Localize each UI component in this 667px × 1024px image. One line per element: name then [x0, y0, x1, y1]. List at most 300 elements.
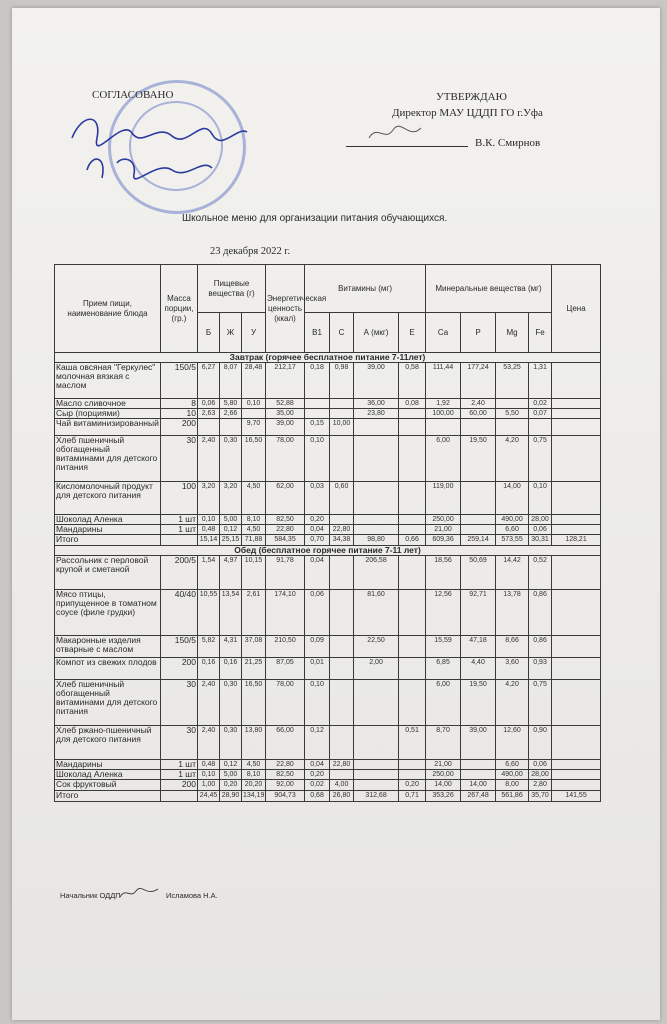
handwritten-signature [62, 108, 252, 188]
portion-mass: 1 шт [161, 515, 198, 525]
value-cell: 134,19 [242, 791, 266, 802]
value-cell [305, 399, 330, 409]
value-cell: 39,00 [354, 363, 399, 399]
value-cell: 3,20 [220, 482, 242, 515]
col-mass: Масса порции, (гр.) [161, 265, 198, 353]
value-cell [354, 770, 399, 780]
value-cell: 4,50 [242, 760, 266, 770]
director-name: В.К. Смирнов [475, 137, 541, 149]
dish-name: Макаронные изделия отварные с маслом [55, 636, 161, 658]
value-cell: 98,80 [354, 535, 399, 546]
document-title: Школьное меню для организации питания обучающихся. [182, 213, 448, 224]
value-cell: 28,00 [529, 515, 552, 525]
value-cell [354, 482, 399, 515]
value-cell [496, 419, 529, 436]
value-cell: 8,10 [242, 515, 266, 525]
value-cell: 4,00 [330, 780, 354, 791]
value-cell: 0,60 [330, 482, 354, 515]
value-cell: 5,00 [220, 770, 242, 780]
value-cell: 37,08 [242, 636, 266, 658]
value-cell: 3,60 [496, 658, 529, 680]
value-cell: 21,00 [426, 760, 461, 770]
value-cell [552, 399, 601, 409]
footer-signature [118, 885, 160, 901]
value-cell: 0,03 [305, 482, 330, 515]
value-cell [354, 515, 399, 525]
value-cell: 0,98 [330, 363, 354, 399]
value-cell [461, 760, 496, 770]
value-cell: 15,59 [426, 636, 461, 658]
value-cell: 0,71 [399, 791, 426, 802]
value-cell [552, 726, 601, 760]
value-cell: 1,54 [198, 556, 220, 590]
value-cell: 6,00 [426, 680, 461, 726]
value-cell: 259,14 [461, 535, 496, 546]
value-cell: 100,00 [426, 409, 461, 419]
table-row [55, 556, 601, 590]
value-cell: 0,02 [529, 399, 552, 409]
subcol: Ж [220, 313, 242, 353]
value-cell: 14,00 [426, 780, 461, 791]
value-cell: 0,20 [305, 515, 330, 525]
value-cell: 6,60 [496, 525, 529, 535]
value-cell: 111,44 [426, 363, 461, 399]
dish-name: Мандарины [55, 525, 161, 535]
value-cell: 2,40 [198, 436, 220, 482]
value-cell: 26,80 [330, 791, 354, 802]
table-row [55, 482, 601, 515]
value-cell: 0,48 [198, 760, 220, 770]
value-cell: 92,71 [461, 590, 496, 636]
value-cell: 0,68 [305, 791, 330, 802]
value-cell: 91,78 [266, 556, 305, 590]
signature-line [346, 146, 468, 147]
value-cell: 0,30 [220, 680, 242, 726]
table-row [55, 515, 601, 525]
value-cell: 14,00 [496, 482, 529, 515]
table-row [55, 535, 601, 546]
portion-mass: 30 [161, 726, 198, 760]
dish-name: Масло сливочное [55, 399, 161, 409]
section-title: Обед (бесплатное горячее питание 7-11 лет) [55, 546, 601, 556]
portion-mass: 100 [161, 482, 198, 515]
approve-label: УТВЕРЖДАЮ [436, 91, 507, 103]
portion-mass: 150/5 [161, 363, 198, 399]
value-cell: 0,02 [305, 780, 330, 791]
value-cell [461, 515, 496, 525]
value-cell [399, 436, 426, 482]
value-cell: 12,56 [426, 590, 461, 636]
value-cell: 0,16 [198, 658, 220, 680]
value-cell: 19,50 [461, 680, 496, 726]
value-cell [552, 780, 601, 791]
value-cell: 8,10 [242, 770, 266, 780]
portion-mass [161, 535, 198, 546]
value-cell: 78,00 [266, 436, 305, 482]
value-cell [529, 419, 552, 436]
value-cell [552, 636, 601, 658]
value-cell: 60,00 [461, 409, 496, 419]
value-cell [552, 436, 601, 482]
value-cell: 4,40 [461, 658, 496, 680]
value-cell [461, 482, 496, 515]
value-cell: 0,07 [529, 409, 552, 419]
value-cell: 28,48 [242, 363, 266, 399]
value-cell [354, 436, 399, 482]
value-cell: 0,15 [305, 419, 330, 436]
value-cell: 267,48 [461, 791, 496, 802]
value-cell: 35,70 [529, 791, 552, 802]
value-cell: 0,30 [220, 726, 242, 760]
dish-name: Хлеб пшеничный обогащенный витаминами для детского питания [55, 436, 161, 482]
value-cell: 3,20 [198, 482, 220, 515]
table-row [55, 636, 601, 658]
value-cell [399, 419, 426, 436]
value-cell: 0,10 [529, 482, 552, 515]
value-cell: 573,55 [496, 535, 529, 546]
portion-mass: 200 [161, 419, 198, 436]
value-cell: 250,00 [426, 515, 461, 525]
value-cell: 119,00 [426, 482, 461, 515]
portion-mass: 40/40 [161, 590, 198, 636]
value-cell: 5,80 [220, 399, 242, 409]
value-cell [461, 419, 496, 436]
value-cell: 0,08 [399, 399, 426, 409]
value-cell [552, 525, 601, 535]
value-cell [330, 436, 354, 482]
value-cell: 6,60 [496, 760, 529, 770]
value-cell [330, 590, 354, 636]
dish-name: Мясо птицы, припущенное в томатном соусе (филе грудки) [55, 590, 161, 636]
portion-mass: 200 [161, 658, 198, 680]
portion-mass: 8 [161, 399, 198, 409]
portion-mass: 1 шт [161, 760, 198, 770]
value-cell: 8,00 [496, 780, 529, 791]
footer-label: Начальник ОДДП [60, 891, 121, 900]
value-cell [552, 482, 601, 515]
value-cell: 50,69 [461, 556, 496, 590]
value-cell: 0,18 [305, 363, 330, 399]
value-cell: 0,48 [198, 525, 220, 535]
value-cell: 28,90 [220, 791, 242, 802]
value-cell: 0,20 [305, 770, 330, 780]
value-cell [330, 399, 354, 409]
value-cell: 22,80 [330, 760, 354, 770]
value-cell: 47,18 [461, 636, 496, 658]
value-cell: 584,35 [266, 535, 305, 546]
value-cell: 2,66 [220, 409, 242, 419]
value-cell: 15,14 [198, 535, 220, 546]
value-cell: 0,52 [529, 556, 552, 590]
value-cell: 2,00 [354, 658, 399, 680]
subcol: Е [399, 313, 426, 353]
dish-name: Итого [55, 535, 161, 546]
value-cell: 0,75 [529, 680, 552, 726]
value-cell: 0,10 [305, 436, 330, 482]
value-cell: 18,56 [426, 556, 461, 590]
value-cell [496, 399, 529, 409]
value-cell [552, 658, 601, 680]
value-cell: 128,21 [552, 535, 601, 546]
value-cell: 0,06 [198, 399, 220, 409]
dish-name: Каша овсяная "Геркулес" молочная вязкая с маслом [55, 363, 161, 399]
value-cell: 22,80 [266, 760, 305, 770]
value-cell: 0,04 [305, 760, 330, 770]
value-cell: 16,50 [242, 680, 266, 726]
value-cell: 28,00 [529, 770, 552, 780]
subcol: Mg [496, 313, 529, 353]
director-title: Директор МАУ ЦДДП ГО г.Уфа [392, 107, 543, 119]
value-cell: 0,12 [220, 760, 242, 770]
value-cell [399, 770, 426, 780]
value-cell: 9,70 [242, 419, 266, 436]
value-cell: 82,50 [266, 515, 305, 525]
value-cell: 16,50 [242, 436, 266, 482]
value-cell: 174,10 [266, 590, 305, 636]
value-cell: 10,00 [330, 419, 354, 436]
portion-mass: 30 [161, 680, 198, 726]
value-cell: 6,85 [426, 658, 461, 680]
value-cell: 22,80 [330, 525, 354, 535]
value-cell: 250,00 [426, 770, 461, 780]
col-minerals: Минеральные вещества (мг) [426, 265, 552, 313]
table-row [55, 726, 601, 760]
value-cell: 353,26 [426, 791, 461, 802]
value-cell: 52,88 [266, 399, 305, 409]
dish-name: Компот из свежих плодов [55, 658, 161, 680]
value-cell [354, 525, 399, 535]
value-cell: 19,50 [461, 436, 496, 482]
dish-name: Шоколад Аленка [55, 515, 161, 525]
value-cell: 0,10 [198, 770, 220, 780]
portion-mass: 150/5 [161, 636, 198, 658]
value-cell: 81,60 [354, 590, 399, 636]
value-cell: 4,20 [496, 680, 529, 726]
value-cell: 0,04 [305, 525, 330, 535]
subcol: С [330, 313, 354, 353]
director-signature [365, 120, 425, 148]
dish-name: Рассольник с перловой крупой и сметаной [55, 556, 161, 590]
subcol: У [242, 313, 266, 353]
value-cell [461, 525, 496, 535]
dish-name: Чай витаминизированный [55, 419, 161, 436]
value-cell: 13,78 [496, 590, 529, 636]
value-cell: 24,45 [198, 791, 220, 802]
portion-mass: 10 [161, 409, 198, 419]
portion-mass: 1 шт [161, 525, 198, 535]
value-cell: 2,40 [461, 399, 496, 409]
table-row [55, 363, 601, 399]
value-cell: 490,00 [496, 515, 529, 525]
document-date: 23 декабря 2022 г. [210, 246, 291, 257]
value-cell: 1,92 [426, 399, 461, 409]
col-price: Цена [552, 265, 601, 353]
value-cell: 5,82 [198, 636, 220, 658]
value-cell [330, 409, 354, 419]
portion-mass: 200 [161, 780, 198, 791]
menu-table [54, 264, 601, 802]
value-cell [399, 525, 426, 535]
section-title: Завтрак (горячее бесплатное питание 7-11лет) [55, 353, 601, 363]
value-cell: 0,16 [220, 658, 242, 680]
value-cell: 4,50 [242, 525, 266, 535]
value-cell [399, 556, 426, 590]
value-cell: 210,50 [266, 636, 305, 658]
value-cell: 0,20 [220, 780, 242, 791]
value-cell [399, 482, 426, 515]
value-cell: 0,06 [529, 760, 552, 770]
value-cell: 0,06 [529, 525, 552, 535]
value-cell: 0,12 [305, 726, 330, 760]
value-cell: 0,58 [399, 363, 426, 399]
value-cell: 4,31 [220, 636, 242, 658]
value-cell: 0,90 [529, 726, 552, 760]
value-cell [552, 515, 601, 525]
dish-name: Сок фруктовый [55, 780, 161, 791]
value-cell [354, 726, 399, 760]
value-cell: 34,38 [330, 535, 354, 546]
value-cell: 312,68 [354, 791, 399, 802]
dish-name: Кисломолочный продукт для детского питания [55, 482, 161, 515]
col-nutrients: Пищевые вещества (г) [198, 265, 266, 313]
dish-name: Мандарины [55, 760, 161, 770]
value-cell [552, 409, 601, 419]
value-cell [461, 770, 496, 780]
value-cell: 609,36 [426, 535, 461, 546]
value-cell [399, 515, 426, 525]
value-cell: 2,61 [242, 590, 266, 636]
value-cell [330, 726, 354, 760]
value-cell [552, 770, 601, 780]
value-cell [399, 760, 426, 770]
value-cell: 0,12 [220, 525, 242, 535]
value-cell [305, 409, 330, 419]
col-meal: Прием пищи, наименование блюда [55, 265, 161, 353]
portion-mass [161, 791, 198, 802]
value-cell: 62,00 [266, 482, 305, 515]
value-cell [354, 419, 399, 436]
value-cell: 2,40 [198, 726, 220, 760]
value-cell [426, 419, 461, 436]
value-cell: 0,06 [305, 590, 330, 636]
value-cell: 0,09 [305, 636, 330, 658]
value-cell: 21,00 [426, 525, 461, 535]
table-row [55, 436, 601, 482]
portion-mass: 30 [161, 436, 198, 482]
dish-name: Итого [55, 791, 161, 802]
value-cell: 0,51 [399, 726, 426, 760]
value-cell: 21,25 [242, 658, 266, 680]
subcol: Б [198, 313, 220, 353]
value-cell: 6,27 [198, 363, 220, 399]
value-cell: 25,15 [220, 535, 242, 546]
value-cell: 904,73 [266, 791, 305, 802]
table-row [55, 780, 601, 791]
value-cell: 14,00 [461, 780, 496, 791]
value-cell: 177,24 [461, 363, 496, 399]
value-cell [354, 680, 399, 726]
value-cell: 78,00 [266, 680, 305, 726]
value-cell: 0,70 [305, 535, 330, 546]
value-cell: 2,63 [198, 409, 220, 419]
value-cell [330, 658, 354, 680]
table-row [55, 419, 601, 436]
value-cell [399, 658, 426, 680]
value-cell [330, 680, 354, 726]
subcol: Са [426, 313, 461, 353]
value-cell: 0,04 [305, 556, 330, 590]
value-cell: 39,00 [266, 419, 305, 436]
value-cell [552, 363, 601, 399]
table-row [55, 680, 601, 726]
portion-mass: 1 шт [161, 770, 198, 780]
value-cell: 212,17 [266, 363, 305, 399]
value-cell: 5,00 [220, 515, 242, 525]
value-cell [552, 760, 601, 770]
value-cell: 0,86 [529, 590, 552, 636]
value-cell: 39,00 [461, 726, 496, 760]
value-cell [399, 409, 426, 419]
table-row [55, 770, 601, 780]
dish-name: Хлеб ржано-пшеничный для детского питания [55, 726, 161, 760]
value-cell: 71,88 [242, 535, 266, 546]
value-cell [330, 636, 354, 658]
value-cell: 22,80 [266, 525, 305, 535]
col-energy: Энергетическая ценность (ккал) [266, 265, 305, 353]
value-cell: 0,10 [198, 515, 220, 525]
portion-mass: 200/5 [161, 556, 198, 590]
subcol: Fe [529, 313, 552, 353]
value-cell [354, 760, 399, 770]
subcol: В1 [305, 313, 330, 353]
value-cell: 490,00 [496, 770, 529, 780]
value-cell: 22,50 [354, 636, 399, 658]
value-cell: 1,31 [529, 363, 552, 399]
table-row [55, 409, 601, 419]
value-cell: 4,97 [220, 556, 242, 590]
value-cell: 8,70 [426, 726, 461, 760]
value-cell [552, 680, 601, 726]
value-cell: 2,40 [198, 680, 220, 726]
table-row [55, 525, 601, 535]
value-cell: 8,66 [496, 636, 529, 658]
value-cell: 53,25 [496, 363, 529, 399]
value-cell: 14,42 [496, 556, 529, 590]
footer-name: Исламова Н.А. [166, 891, 218, 900]
value-cell: 4,20 [496, 436, 529, 482]
value-cell [198, 419, 220, 436]
col-vitamins: Витамины (мг) [305, 265, 426, 313]
value-cell: 561,86 [496, 791, 529, 802]
value-cell: 0,20 [399, 780, 426, 791]
value-cell: 66,00 [266, 726, 305, 760]
value-cell [330, 556, 354, 590]
table-row [55, 658, 601, 680]
value-cell: 13,80 [242, 726, 266, 760]
value-cell [552, 419, 601, 436]
value-cell: 30,31 [529, 535, 552, 546]
value-cell: 6,00 [426, 436, 461, 482]
value-cell: 8,07 [220, 363, 242, 399]
value-cell [242, 409, 266, 419]
value-cell: 20,20 [242, 780, 266, 791]
value-cell: 12,60 [496, 726, 529, 760]
value-cell: 35,00 [266, 409, 305, 419]
dish-name: Сыр (порциями) [55, 409, 161, 419]
value-cell [552, 556, 601, 590]
value-cell: 0,86 [529, 636, 552, 658]
value-cell: 206,58 [354, 556, 399, 590]
